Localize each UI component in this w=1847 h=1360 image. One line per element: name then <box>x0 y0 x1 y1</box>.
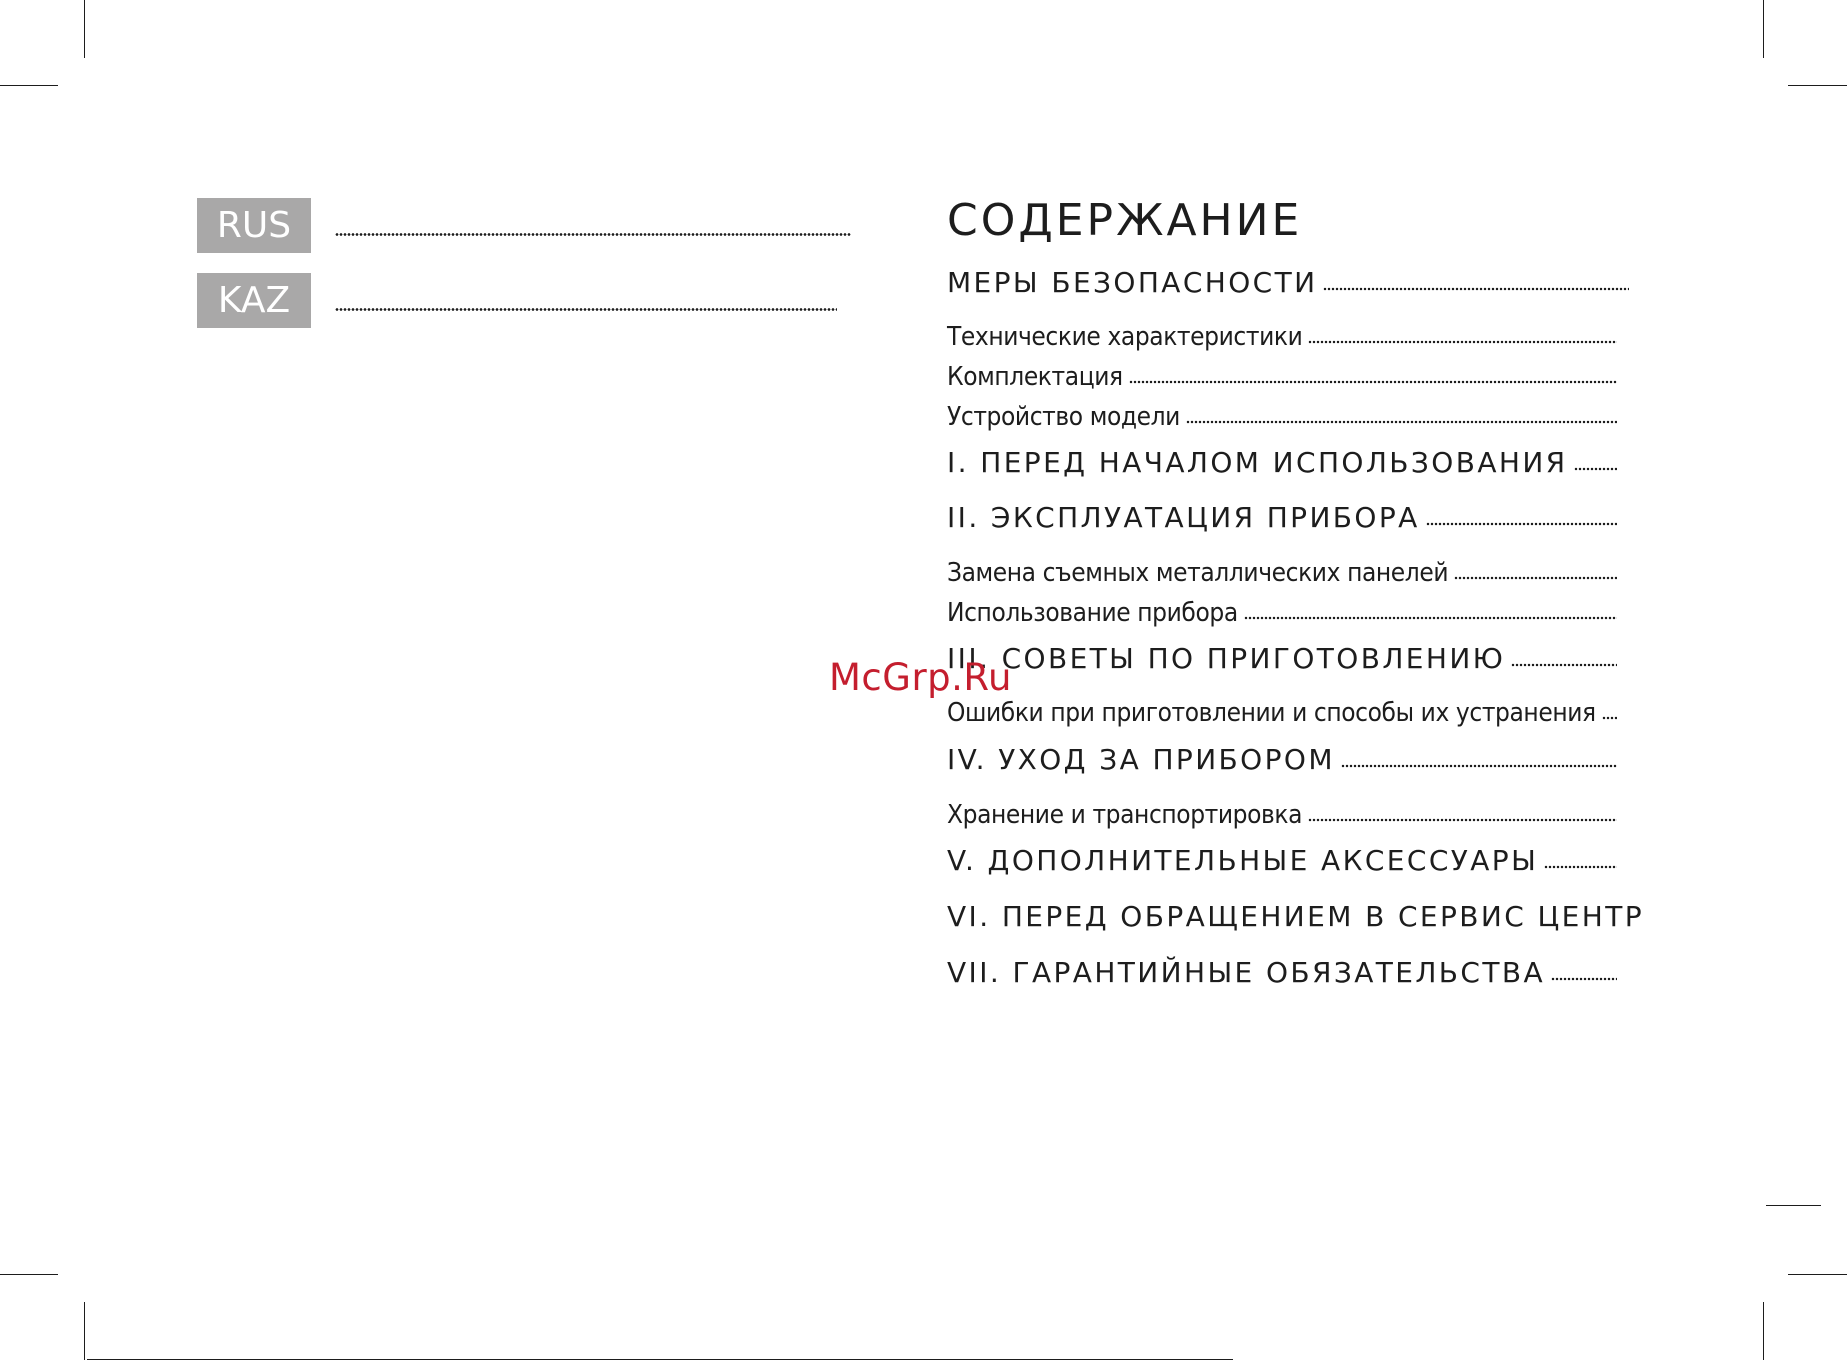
crop-mark-bottom-right-vertical <box>1763 1302 1764 1360</box>
toc-entry-label: IV. УХОД ЗА ПРИБОРОМ <box>947 743 1335 776</box>
toc-entry[interactable] <box>947 402 1617 432</box>
toc-entry[interactable] <box>947 266 1629 299</box>
dot-leader <box>1341 764 1617 768</box>
dot-leader <box>1308 818 1617 822</box>
toc-entry-label: VI. ПЕРЕД ОБРАЩЕНИЕМ В СЕРВИС ЦЕНТР <box>947 900 1644 933</box>
dot-leader <box>1574 467 1617 471</box>
toc-entry[interactable] <box>947 446 1617 479</box>
toc-entry[interactable] <box>947 558 1617 588</box>
table-of-contents <box>947 190 1644 989</box>
dot-leader <box>1186 420 1617 424</box>
toc-entry-label: Ошибки при приготовлении и способы их устранения <box>947 698 1596 728</box>
dot-leader <box>335 307 837 315</box>
toc-entry[interactable] <box>947 642 1617 675</box>
toc-entry[interactable] <box>947 322 1617 352</box>
toc-entry[interactable] <box>947 698 1617 728</box>
edge-tab-line <box>1766 1205 1821 1206</box>
dot-leader <box>1426 522 1617 526</box>
crop-mark-top-right-horizontal <box>1788 85 1847 86</box>
toc-entry[interactable] <box>947 800 1617 830</box>
dot-leader <box>1323 287 1629 291</box>
toc-entry[interactable] <box>947 956 1617 989</box>
toc-entry-label: Замена съемных металлических панелей <box>947 558 1449 588</box>
toc-entry-label: Устройство модели <box>947 402 1180 432</box>
page-title: СОДЕРЖАНИЕ <box>947 195 1303 246</box>
dot-leader <box>1544 865 1617 869</box>
dot-leader <box>1244 616 1617 620</box>
language-row-kaz[interactable] <box>197 273 857 328</box>
toc-entry-label: I. ПЕРЕД НАЧАЛОМ ИСПОЛЬЗОВАНИЯ <box>947 446 1568 479</box>
language-badge-kaz: KAZ <box>197 273 311 328</box>
crop-mark-bottom-right-horizontal <box>1788 1274 1847 1275</box>
toc-entry-label: Технические характеристики <box>947 322 1303 352</box>
dot-leader <box>1454 576 1617 580</box>
crop-mark-bottom-left-vertical <box>84 1302 85 1360</box>
watermark-text: McGrp.Ru <box>829 656 1012 699</box>
dot-leader <box>1308 340 1617 344</box>
toc-entry-label: VII. ГАРАНТИЙНЫЕ ОБЯЗАТЕЛЬСТВА <box>947 956 1546 989</box>
toc-entry[interactable] <box>947 743 1617 776</box>
toc-entry[interactable] <box>947 501 1617 534</box>
toc-entry-label: II. ЭКСПЛУАТАЦИЯ ПРИБОРА <box>947 501 1420 534</box>
toc-entry-label: III. СОВЕТЫ ПО ПРИГОТОВЛЕНИЮ <box>947 642 1506 675</box>
language-row-rus[interactable] <box>197 198 857 253</box>
dot-leader <box>1129 380 1617 384</box>
toc-entry-label: V. ДОПОЛНИТЕЛЬНЫЕ АКСЕССУАРЫ <box>947 844 1539 877</box>
toc-entry[interactable] <box>947 844 1617 877</box>
crop-mark-top-right-vertical <box>1763 0 1764 58</box>
toc-entry-label: Хранение и транспортировка <box>947 800 1303 830</box>
toc-entry[interactable] <box>947 598 1617 628</box>
toc-entry-label: МЕРЫ БЕЗОПАСНОСТИ <box>947 266 1318 299</box>
crop-mark-top-left-vertical <box>84 0 85 58</box>
dot-leader <box>1511 663 1617 667</box>
language-badge-rus: RUS <box>197 198 311 253</box>
toc-entry-label: Комплектация <box>947 362 1123 392</box>
dot-leader <box>1602 716 1617 720</box>
toc-entry-label: Использование прибора <box>947 598 1238 628</box>
toc-entry[interactable] <box>947 900 1644 933</box>
crop-mark-bottom-left-horizontal <box>0 1274 58 1275</box>
dot-leader <box>335 232 851 240</box>
crop-mark-top-left-horizontal <box>0 85 58 86</box>
dot-leader <box>1551 977 1617 981</box>
toc-entry[interactable] <box>947 362 1617 392</box>
